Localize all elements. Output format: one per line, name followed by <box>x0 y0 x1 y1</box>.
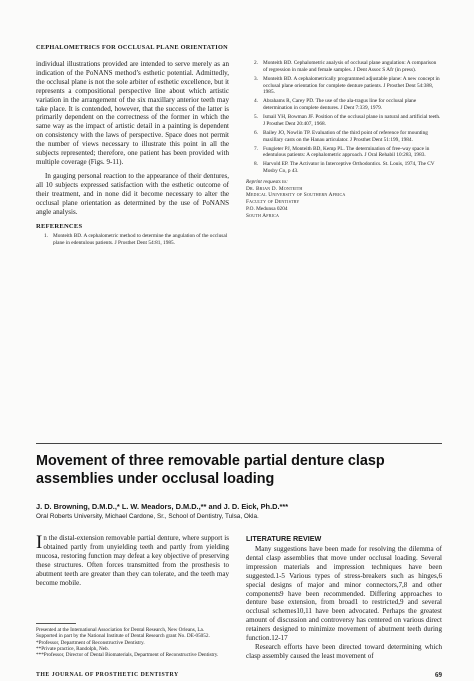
reprint-line: Faculty of Dentistry <box>246 199 300 206</box>
reprint-line: South Africa <box>246 212 280 219</box>
drop-cap: I <box>36 532 43 553</box>
body-paragraph: Many suggestions have been made for resolving the dilemma of dental clasp assemblies that move under occlusal loading. Several impression materials and impression techniques have been suggested.1-5 Various types of stress-breakers such as hinges,6 special designs of major and minor connectors,7,8 and other components9 have been recommended. Differing approaches to denture base extension, from broad1 to restricted,9 and several occlusal schemes10,11 have been advocated. Perhaps the greatest amount of discussion and controversy has centered on various direct retainers designed to minimize movement of abutment teeth during function.12-17 <box>246 545 442 643</box>
introduction-text: n the distal-extension removable partial denture, where support is obtained partly from unyielding teeth and partly from yielding mucosa, restoring function may defeat a key objective of preserving these structures. Often forces transmitted from the prosthesis to abutment teeth are greater than they can tolerate, and the teeth may become mobile. <box>36 534 229 587</box>
running-header: CEPHALOMETRICS FOR OCCLUSAL PLANE ORIENTATION <box>36 44 228 51</box>
references-heading: REFERENCES <box>36 223 83 231</box>
reprint-label: Reprint requests to: <box>246 178 288 185</box>
article-title: Movement of three removable partial denture clasp assemblies under occlusal loading <box>36 453 385 487</box>
reference-number: 5. <box>254 114 258 121</box>
reference-text: Monteith BD. A cephalometric method to determine the angulation of the occlusal plane in edentulous patients. J Prosthet Dent 54:81, 1985. <box>53 233 228 247</box>
reprint-line: Medical University of Southern Africa <box>246 192 346 199</box>
top-right-column <box>246 60 442 220</box>
reference-number: 7. <box>254 145 258 152</box>
footnote: Presented at the International Association for Dental Research, New Orleans, La. <box>36 627 205 633</box>
article-authors: J. D. Browning, D.M.D.,* L. W. Meadors, D.M.D.,** and J. D. Eick, Ph.D.*** <box>36 502 289 511</box>
top-left-column <box>36 60 229 249</box>
reference-text: Monteith BD. A cephalometrically programmed adjustable plane: A new concept in occlusal plane orientation for complete denture patients. J Prosthet Dent 54:388, 1985. <box>263 75 440 96</box>
reference-text: Bailey JO, Nowlin TP. Evaluation of the third point of reference for mounting maxillary casts on the Hanau articulator. J Prosthet Dent 51:199, 1984. <box>263 129 428 143</box>
reprint-requests <box>246 179 442 220</box>
reference-item <box>246 146 442 159</box>
bottom-right-column <box>246 534 442 661</box>
body-paragraph: individual illustrations provided are intended to serve merely as an indication of the PoNANS method’s esthetic potential. Admittedly, the occlusal plane is not the sole arbiter of esthetic excellence, but it represents a compositional perspective line about which artistic variation in the arrangement of the six maxillary anterior teeth may take place. It is contended, however, that the success of the latter is primarily dependent on the correctness of the former in which the same way as the impact of artistic detail in a painting is dependent on consistency with the laws of perspective. Space does not permit the number of views necessary to illustrate this point in all the subjects represented; therefore, one patient has been provided with multiple coverage (Figs. 9-11). <box>36 60 229 166</box>
reference-text: Monteith BD. Cephalometric analysis of occlusal plane angulation: A comparison of regression in male and female samples. J Dent Assoc S Afr (in press). <box>263 60 437 73</box>
reference-item <box>246 76 442 96</box>
footnote: **Private practice, Randolph, Neb. <box>36 645 109 652</box>
reference-text: Harvold EP. The Activator in Interceptive Orthodontics. St. Louis, 1974, The CV Mosby Co, p 43. <box>263 161 435 175</box>
footnotes <box>36 627 229 658</box>
footnote: ***Professor, Director of Dental Biomaterials, Department of Reconstructive Dentistry. <box>36 652 219 659</box>
reference-item <box>246 98 442 111</box>
footnote: Supported in part by the National Institute of Dental Research grant No. DE-05052. <box>36 633 210 640</box>
reprint-line: P.O. Medunsa 0204 <box>246 206 288 213</box>
reference-number: 8. <box>254 161 258 168</box>
reference-text: Ismail YH, Bowman JF. Position of the occlusal plane in natural and artificial teeth. J Prosthet Dent 20:407, 1968. <box>263 114 441 127</box>
article-affiliation: Oral Roberts University, Michael Cardone, Sr., School of Dentistry, Tulsa, Okla. <box>36 513 259 520</box>
reference-number: 3. <box>254 75 258 82</box>
reference-number: 2. <box>254 60 258 66</box>
introduction-paragraph <box>36 534 229 587</box>
footnote: *Professor, Department of Reconstructive Dentistry. <box>36 639 145 646</box>
reference-item <box>246 114 442 127</box>
bottom-left-column <box>36 534 229 587</box>
reference-item <box>246 60 442 73</box>
footnote-rule <box>36 623 76 624</box>
reference-item <box>246 161 442 174</box>
body-paragraph: Research efforts have been directed toward determining which clasp assembly caused the least movement of <box>246 642 442 660</box>
reference-item <box>36 233 229 246</box>
reference-text: Fungieter PJ, Monteith BD, Kemp PL. The determination of free-way space in edentulous patients: A cephalometric approach. J Oral Rehabil 10:283, 1983. <box>263 145 430 159</box>
section-divider <box>36 443 442 444</box>
journal-name: THE JOURNAL OF PROSTHETIC DENTISTRY <box>36 672 179 678</box>
page-footer <box>36 672 442 681</box>
page-number: 69 <box>435 671 442 679</box>
reference-number: 4. <box>254 98 258 105</box>
reference-item <box>246 130 442 143</box>
reference-number: 1. <box>44 233 48 240</box>
literature-review-heading: LITERATURE REVIEW <box>246 534 322 543</box>
reference-number: 6. <box>254 129 258 136</box>
reprint-line: Dr. Brian D. Monteith <box>246 185 303 192</box>
body-paragraph: In gauging personal reaction to the appearance of their dentures, all 10 subjects expressed satisfaction with the esthetic outcome of their treatment, and in none did it become necessary to alter the occlusal plane orientation as determined by the use of PoNANS angle analysis. <box>36 171 229 216</box>
reference-text: Abrahams R, Carey PD. The use of the ala-tragus line for occlusal plane determination in complete dentures. J Dent 7:339, 1979. <box>263 98 417 111</box>
